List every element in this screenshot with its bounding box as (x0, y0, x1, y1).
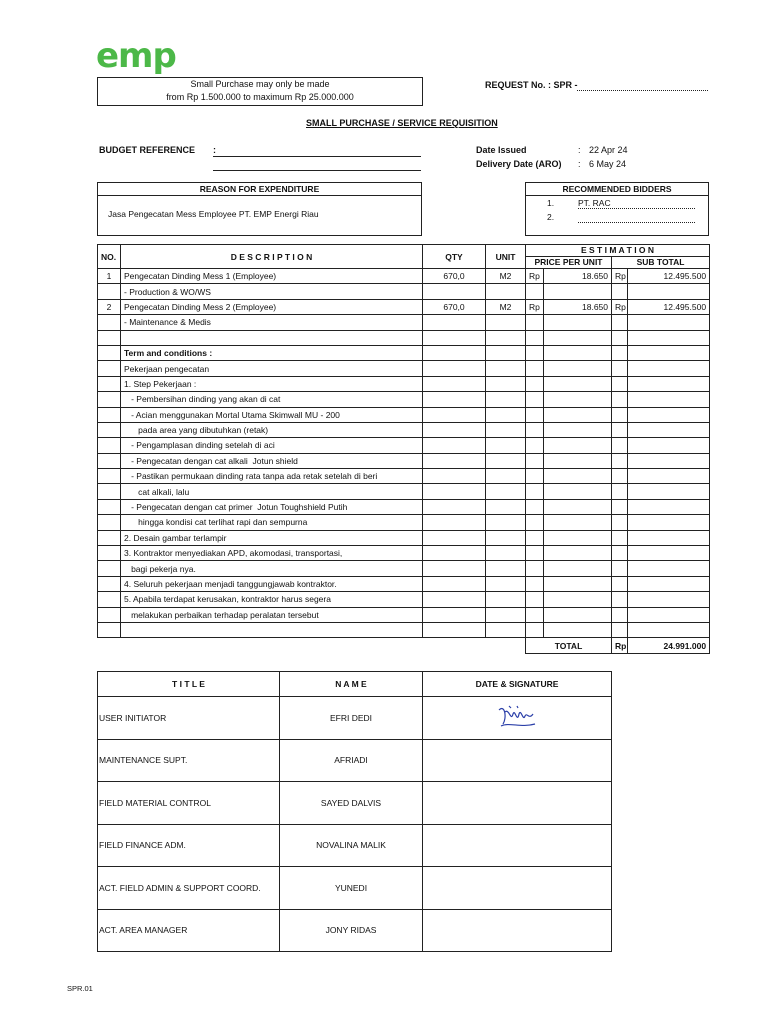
row-qty (423, 484, 486, 499)
bidders-box (525, 182, 709, 236)
row-subtotal (628, 499, 710, 514)
row-subtotal-currency (612, 392, 628, 407)
row-price-currency (526, 592, 544, 607)
table-row (98, 530, 710, 545)
row-unit (486, 407, 526, 422)
signer-title: MAINTENANCE SUPT. (98, 739, 280, 782)
row-no (98, 592, 121, 607)
row-no (98, 561, 121, 576)
row-no (98, 515, 121, 530)
row-description: - Pembersihan dinding yang akan di cat (121, 392, 423, 407)
row-subtotal-currency (612, 592, 628, 607)
row-description: Pengecatan Dinding Mess 2 (Employee) (121, 299, 423, 314)
table-row (98, 622, 710, 637)
row-qty (423, 330, 486, 345)
row-price-currency (526, 422, 544, 437)
row-no (98, 392, 121, 407)
row-price-currency (526, 315, 544, 330)
row-price: 18.650 (544, 299, 612, 314)
col-no-header: NO. (98, 245, 121, 269)
table-row (98, 438, 710, 453)
row-subtotal-currency (612, 361, 628, 376)
row-subtotal-currency (612, 469, 628, 484)
signer-name: SAYED DALVIS (280, 782, 423, 825)
date-signature-cell[interactable] (423, 909, 612, 952)
signer-title: USER INITIATOR (98, 697, 280, 740)
row-qty (423, 546, 486, 561)
row-qty (423, 576, 486, 591)
row-subtotal-currency (612, 622, 628, 637)
table-row (98, 561, 710, 576)
row-qty (423, 345, 486, 360)
row-price (544, 561, 612, 576)
row-unit (486, 515, 526, 530)
signer-name: AFRIADI (280, 739, 423, 782)
handwritten-signature (495, 702, 539, 732)
signature-row (98, 824, 612, 867)
sig-col-title: T I T L E (98, 672, 280, 697)
row-price-currency (526, 622, 544, 637)
row-price (544, 422, 612, 437)
items-table (97, 244, 710, 654)
row-unit (486, 345, 526, 360)
sig-col-date: DATE & SIGNATURE (423, 672, 612, 697)
table-row (98, 453, 710, 468)
table-row (98, 607, 710, 622)
table-row (98, 469, 710, 484)
row-description: Pengecatan Dinding Mess 1 (Employee) (121, 269, 423, 284)
signer-title: FIELD MATERIAL CONTROL (98, 782, 280, 825)
row-price-currency (526, 392, 544, 407)
signer-name: JONY RIDAS (280, 909, 423, 952)
row-no: 2 (98, 299, 121, 314)
form-title: SMALL PURCHASE / SERVICE REQUISITION (306, 118, 498, 128)
row-description: 2. Desain gambar terlampir (121, 530, 423, 545)
row-price-currency (526, 453, 544, 468)
row-no (98, 622, 121, 637)
row-subtotal-currency (612, 530, 628, 545)
row-description: Term and conditions : (121, 345, 423, 360)
row-subtotal-currency (612, 330, 628, 345)
row-subtotal (628, 284, 710, 299)
row-price (544, 345, 612, 360)
budget-reference-line-1[interactable] (213, 156, 421, 157)
request-no-label: REQUEST No. : SPR - (485, 80, 578, 90)
row-unit: M2 (486, 269, 526, 284)
row-no (98, 376, 121, 391)
row-qty (423, 607, 486, 622)
row-description: Pekerjaan pengecatan (121, 361, 423, 376)
row-unit (486, 530, 526, 545)
row-no (98, 453, 121, 468)
col-unit-header: UNIT (486, 245, 526, 269)
row-price (544, 546, 612, 561)
row-price-currency (526, 530, 544, 545)
row-no (98, 484, 121, 499)
row-no (98, 315, 121, 330)
row-unit (486, 607, 526, 622)
row-subtotal (628, 422, 710, 437)
row-description: - Pengecatan dengan cat alkali Jotun shield (121, 453, 423, 468)
row-subtotal-currency: Rp (612, 269, 628, 284)
row-price-currency (526, 330, 544, 345)
row-qty (423, 392, 486, 407)
row-price-currency (526, 361, 544, 376)
row-subtotal (628, 438, 710, 453)
table-row (98, 592, 710, 607)
sig-col-name: N A M E (280, 672, 423, 697)
date-issued-colon: : (578, 145, 581, 155)
date-issued-label: Date Issued (476, 145, 527, 155)
row-unit (486, 392, 526, 407)
row-subtotal (628, 376, 710, 391)
budget-reference-line-2[interactable] (213, 170, 421, 171)
signature-row (98, 867, 612, 910)
row-unit (486, 576, 526, 591)
table-row (98, 392, 710, 407)
col-price-header: PRICE PER UNIT (526, 257, 612, 269)
row-price (544, 622, 612, 637)
total-label: TOTAL (526, 638, 612, 653)
total-currency: Rp (612, 638, 628, 653)
row-price-currency: Rp (526, 269, 544, 284)
row-unit: M2 (486, 299, 526, 314)
row-price (544, 376, 612, 391)
row-unit (486, 561, 526, 576)
bidder-2-name (578, 212, 695, 223)
row-unit (486, 499, 526, 514)
row-subtotal (628, 592, 710, 607)
row-description: 5. Apabila terdapat kerusakan, kontraktor harus segera (121, 592, 423, 607)
date-issued-value: 22 Apr 24 (589, 145, 628, 155)
row-subtotal (628, 469, 710, 484)
table-row (98, 299, 710, 314)
row-price-currency (526, 284, 544, 299)
table-row (98, 376, 710, 391)
reason-header: REASON FOR EXPENDITURE (98, 183, 421, 196)
row-unit (486, 469, 526, 484)
row-price-currency (526, 407, 544, 422)
row-unit (486, 361, 526, 376)
signer-name: EFRI DEDI (280, 697, 423, 740)
row-subtotal (628, 407, 710, 422)
row-price (544, 438, 612, 453)
row-description (121, 330, 423, 345)
row-subtotal-currency (612, 561, 628, 576)
row-description: - Pastikan permukaan dinding rata tanpa ada retak setelah di beri (121, 469, 423, 484)
row-unit (486, 284, 526, 299)
row-unit (486, 376, 526, 391)
row-subtotal (628, 392, 710, 407)
purchase-limit-notice (97, 77, 423, 106)
table-row (98, 546, 710, 561)
row-subtotal (628, 484, 710, 499)
row-no (98, 284, 121, 299)
row-qty (423, 561, 486, 576)
table-row (98, 315, 710, 330)
table-row (98, 345, 710, 360)
date-signature-cell[interactable] (423, 867, 612, 910)
signer-name: NOVALINA MALIK (280, 824, 423, 867)
table-row (98, 422, 710, 437)
row-price (544, 576, 612, 591)
date-signature-cell[interactable] (423, 739, 612, 782)
signature-row (98, 739, 612, 782)
row-no (98, 407, 121, 422)
row-unit (486, 546, 526, 561)
table-row (98, 284, 710, 299)
row-price (544, 284, 612, 299)
row-description: 4. Seluruh pekerjaan menjadi tanggungjawab kontraktor. (121, 576, 423, 591)
row-price (544, 484, 612, 499)
row-no (98, 576, 121, 591)
row-subtotal-currency (612, 484, 628, 499)
row-subtotal-currency (612, 576, 628, 591)
row-subtotal (628, 622, 710, 637)
row-no (98, 422, 121, 437)
row-price (544, 407, 612, 422)
row-unit (486, 315, 526, 330)
row-price-currency (526, 438, 544, 453)
row-subtotal-currency (612, 376, 628, 391)
date-signature-cell[interactable] (423, 782, 612, 825)
col-description-header: D E S C R I P T I O N (121, 245, 423, 269)
row-subtotal: 12.495.500 (628, 269, 710, 284)
row-price (544, 607, 612, 622)
item-rows (98, 269, 710, 638)
row-subtotal (628, 330, 710, 345)
col-qty-header: QTY (423, 245, 486, 269)
row-subtotal (628, 530, 710, 545)
row-price (544, 592, 612, 607)
table-row (98, 499, 710, 514)
delivery-date-label: Delivery Date (ARO) (476, 159, 562, 169)
row-price-currency (526, 576, 544, 591)
row-description: melakukan perbaikan terhadap peralatan tersebut (121, 607, 423, 622)
date-signature-cell[interactable] (423, 697, 612, 740)
row-unit (486, 422, 526, 437)
row-description: cat alkali, lalu (121, 484, 423, 499)
row-subtotal-currency (612, 546, 628, 561)
row-subtotal (628, 361, 710, 376)
row-price-currency (526, 484, 544, 499)
row-price: 18.650 (544, 269, 612, 284)
row-qty (423, 499, 486, 514)
row-description (121, 622, 423, 637)
row-price-currency (526, 561, 544, 576)
row-qty (423, 376, 486, 391)
row-price (544, 453, 612, 468)
row-no: 1 (98, 269, 121, 284)
table-row (98, 576, 710, 591)
row-qty (423, 515, 486, 530)
row-price-currency (526, 345, 544, 360)
bidder-1-num: 1. (547, 198, 555, 208)
row-qty (423, 284, 486, 299)
row-unit (486, 622, 526, 637)
signature-rows (98, 697, 612, 952)
notice-line-1: Small Purchase may only be made (190, 79, 330, 89)
row-price (544, 515, 612, 530)
bidders-header: RECOMMENDED BIDDERS (526, 183, 708, 196)
row-qty (423, 315, 486, 330)
row-qty (423, 622, 486, 637)
row-subtotal (628, 546, 710, 561)
table-row (98, 407, 710, 422)
row-price (544, 499, 612, 514)
row-no (98, 469, 121, 484)
budget-reference-label: BUDGET REFERENCE (99, 145, 196, 155)
row-qty (423, 530, 486, 545)
row-no (98, 330, 121, 345)
table-row (98, 515, 710, 530)
row-no (98, 345, 121, 360)
reason-text: Jasa Pengecatan Mess Employee PT. EMP Energi Riau (108, 209, 319, 219)
row-description: - Pengecatan dengan cat primer Jotun Toughshield Putih (121, 499, 423, 514)
row-qty: 670,0 (423, 299, 486, 314)
reason-box (97, 182, 422, 236)
row-subtotal-currency (612, 345, 628, 360)
row-no (98, 499, 121, 514)
row-price (544, 530, 612, 545)
row-price (544, 315, 612, 330)
signer-title: ACT. AREA MANAGER (98, 909, 280, 952)
row-subtotal-currency (612, 515, 628, 530)
row-subtotal-currency: Rp (612, 299, 628, 314)
row-subtotal-currency (612, 315, 628, 330)
budget-colon: : (213, 145, 216, 155)
row-description: 3. Kontraktor menyediakan APD, akomodasi, transportasi, (121, 546, 423, 561)
row-no (98, 607, 121, 622)
row-price-currency (526, 469, 544, 484)
date-signature-cell[interactable] (423, 824, 612, 867)
row-qty (423, 592, 486, 607)
delivery-date-colon: : (578, 159, 581, 169)
signer-title: ACT. FIELD ADMIN & SUPPORT COORD. (98, 867, 280, 910)
row-price (544, 392, 612, 407)
bidder-2-num: 2. (547, 212, 555, 222)
row-price-currency (526, 546, 544, 561)
row-description: - Acian menggunakan Mortal Utama Skimwall MU - 200 (121, 407, 423, 422)
row-price (544, 330, 612, 345)
row-price (544, 469, 612, 484)
row-subtotal-currency (612, 438, 628, 453)
table-row (98, 330, 710, 345)
row-price-currency (526, 607, 544, 622)
row-subtotal-currency (612, 284, 628, 299)
row-qty (423, 407, 486, 422)
row-no (98, 361, 121, 376)
footer-code: SPR.01 (67, 984, 93, 993)
row-price-currency: Rp (526, 299, 544, 314)
signer-name: YUNEDI (280, 867, 423, 910)
row-subtotal (628, 345, 710, 360)
signature-row (98, 782, 612, 825)
signature-row (98, 697, 612, 740)
row-qty (423, 438, 486, 453)
row-subtotal (628, 453, 710, 468)
row-qty: 670,0 (423, 269, 486, 284)
row-no (98, 438, 121, 453)
table-row (98, 484, 710, 499)
row-no (98, 530, 121, 545)
signature-row (98, 909, 612, 952)
row-subtotal (628, 607, 710, 622)
row-description: hingga kondisi cat terlihat rapi dan sempurna (121, 515, 423, 530)
col-subtotal-header: SUB TOTAL (612, 257, 710, 269)
row-unit (486, 438, 526, 453)
table-row (98, 269, 710, 284)
row-description: - Maintenance & Medis (121, 315, 423, 330)
delivery-date-value: 6 May 24 (589, 159, 627, 169)
request-no-field[interactable] (577, 90, 708, 91)
row-description: - Production & WO/WS (121, 284, 423, 299)
bidder-1-name: PT. RAC (578, 198, 695, 209)
row-price-currency (526, 499, 544, 514)
row-subtotal (628, 515, 710, 530)
company-logo: emp (96, 36, 176, 76)
row-unit (486, 330, 526, 345)
row-unit (486, 484, 526, 499)
row-subtotal (628, 315, 710, 330)
row-subtotal-currency (612, 422, 628, 437)
signature-table (97, 671, 612, 952)
table-row (98, 361, 710, 376)
row-price (544, 361, 612, 376)
row-qty (423, 361, 486, 376)
row-description: - Pengamplasan dinding setelah di aci (121, 438, 423, 453)
row-subtotal-currency (612, 607, 628, 622)
row-qty (423, 422, 486, 437)
row-subtotal (628, 576, 710, 591)
total-value: 24.991.000 (628, 638, 710, 653)
row-unit (486, 592, 526, 607)
row-qty (423, 453, 486, 468)
row-price-currency (526, 376, 544, 391)
row-subtotal-currency (612, 499, 628, 514)
row-description: bagi pekerja nya. (121, 561, 423, 576)
row-description: pada area yang dibutuhkan (retak) (121, 422, 423, 437)
row-subtotal-currency (612, 453, 628, 468)
row-description: 1. Step Pekerjaan : (121, 376, 423, 391)
row-qty (423, 469, 486, 484)
col-estimation-header: E S T I M A T I O N (526, 245, 710, 257)
row-subtotal-currency (612, 407, 628, 422)
signer-title: FIELD FINANCE ADM. (98, 824, 280, 867)
row-price-currency (526, 515, 544, 530)
notice-line-2: from Rp 1.500.000 to maximum Rp 25.000.000 (166, 92, 354, 102)
row-subtotal (628, 561, 710, 576)
row-no (98, 546, 121, 561)
row-subtotal: 12.495.500 (628, 299, 710, 314)
row-unit (486, 453, 526, 468)
